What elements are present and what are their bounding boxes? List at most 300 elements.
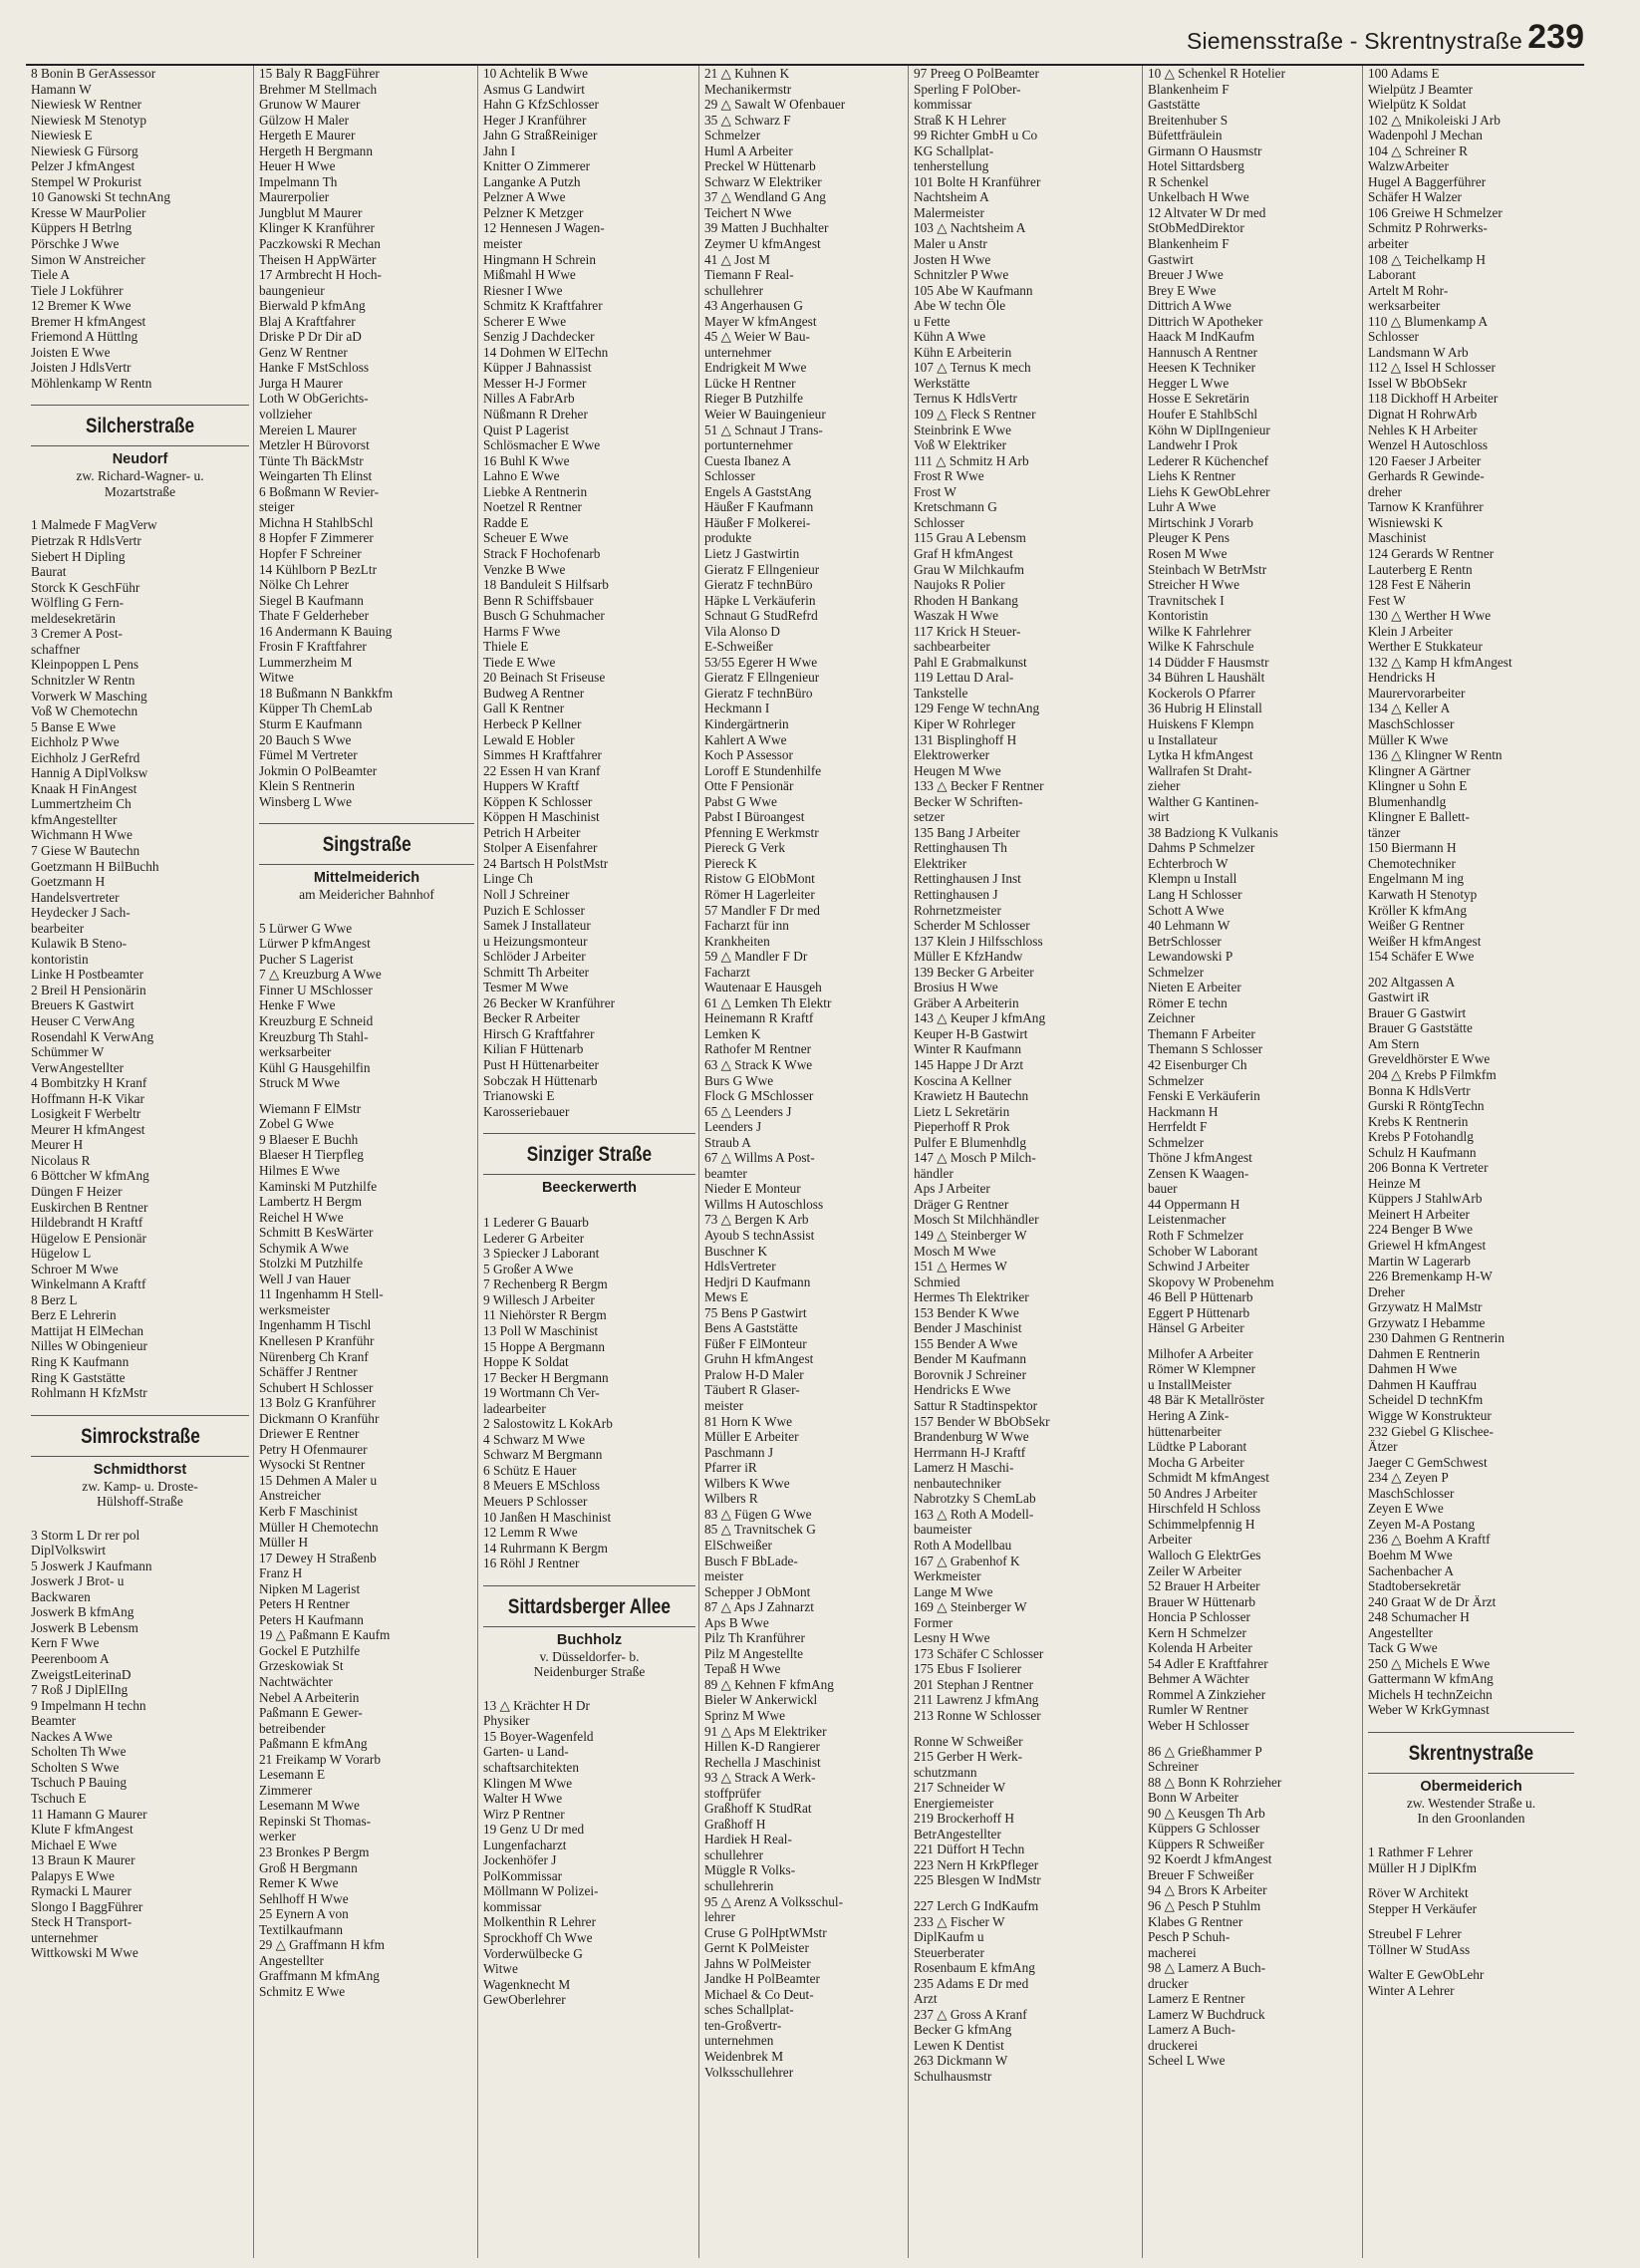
directory-entry: 175 Ebus F Isolierer: [914, 1661, 1022, 1677]
directory-entry: Köppen K Schlosser: [483, 793, 593, 809]
directory-entry: 13 Poll W Maschinist: [483, 1323, 599, 1339]
directory-entry: Landsmann W Arb: [1368, 344, 1469, 360]
directory-entry: Petrich H Arbeiter: [483, 824, 581, 840]
directory-entry: schullehrer: [704, 1846, 764, 1862]
directory-entry: Hügelow E Pensionär: [31, 1230, 146, 1246]
directory-entry: betreibender: [259, 1720, 326, 1736]
directory-entry: Lietz L Sekretärin: [914, 1103, 1010, 1119]
directory-entry: 5 Joswerk J Kaufmann: [31, 1558, 152, 1573]
directory-entry: 88 △ Bonn K Rohrzieher: [1148, 1774, 1282, 1790]
directory-entry: Weber H Schlosser: [1148, 1717, 1249, 1733]
directory-entry: Sturm E Kaufmann: [259, 715, 363, 731]
directory-entry: 150 Biermann H: [1368, 840, 1457, 856]
directory-entry: 8 Meuers E MSchloss: [483, 1478, 601, 1494]
directory-entry: Klingner E Ballett-: [1368, 809, 1470, 825]
directory-entry: Kretschmann G: [914, 499, 997, 515]
directory-entry: Huppers W Kraftf: [483, 778, 580, 794]
directory-entry: Büfettfräulein: [1148, 128, 1223, 143]
directory-entry: Wielpütz K Soldat: [1368, 97, 1467, 113]
directory-entry: Martin W Lagerarb: [1368, 1253, 1471, 1269]
directory-entry: Mereien L Maurer: [259, 422, 357, 437]
directory-entry: Arbeiter: [1148, 1532, 1193, 1548]
directory-entry: Hendricks H: [1368, 670, 1436, 686]
directory-entry: Koscina A Kellner: [914, 1072, 1012, 1088]
directory-entry: 8 Hopfer F Zimmerer: [259, 530, 374, 546]
directory-entry: Hackmann H: [1148, 1103, 1219, 1119]
directory-entry: Pilz Th Kranführer: [704, 1630, 805, 1646]
directory-entry: Krebs K Rentnerin: [1368, 1113, 1469, 1129]
directory-entry: Lamerz A Buch-: [1148, 2022, 1235, 2038]
directory-entry: Ristow G ElObMont: [704, 871, 815, 887]
directory-entry: 24 Bartsch H PolstMstr: [483, 855, 609, 871]
directory-entry: Frosin F Kraftfahrer: [259, 639, 367, 655]
directory-entry: 10 Janßen H Maschinist: [483, 1509, 612, 1525]
directory-entry: Wigge W Konstrukteur: [1368, 1408, 1492, 1424]
directory-entry: 1 Rathmer F Lehrer: [1368, 1843, 1474, 1859]
directory-entry: Heugen M Wwe: [914, 762, 1001, 778]
directory-entry: Jahn G StraßReiniger: [483, 128, 598, 143]
directory-entry: Knellesen P Kranführ: [259, 1332, 375, 1348]
directory-entry: 173 Schäfer C Schlosser: [914, 1645, 1044, 1661]
directory-entry: Tack G Wwe: [1368, 1640, 1438, 1656]
directory-entry: DiplKaufm u: [914, 1929, 984, 1945]
directory-entry: schaffner: [31, 641, 81, 657]
directory-entry: Girmann O Hausmstr: [1148, 142, 1262, 158]
page-number: 239: [1527, 18, 1584, 56]
directory-entry: Kern H Schmelzer: [1148, 1624, 1246, 1640]
directory-entry: Mayer W kfmAngest: [704, 313, 817, 329]
directory-entry: Impelmann Th: [259, 173, 338, 189]
directory-entry: Weißer G Rentner: [1368, 918, 1465, 934]
directory-entry: Eichholz P Wwe: [31, 734, 120, 750]
directory-entry: Finner U MSchlosser: [259, 982, 373, 997]
directory-entry: Lang H Schlosser: [1148, 886, 1242, 902]
directory-entry: 21 △ Kuhnen K: [704, 66, 790, 81]
directory-entry: 9 Willesch J Arbeiter: [483, 1291, 595, 1307]
directory-entry: [259, 1091, 474, 1101]
directory-entry: Unkelbach H Wwe: [1148, 189, 1249, 205]
directory-entry: Hegger L Wwe: [1148, 375, 1230, 391]
directory-entry: 67 △ Willms A Post-: [704, 1150, 815, 1166]
directory-entry: Gernt K PolMeister: [704, 1940, 809, 1956]
street-location-note: In den Groonlanden: [1417, 1811, 1525, 1827]
directory-entry: Pietrzak R HdlsVertr: [31, 533, 141, 549]
directory-entry: PolKommissar: [483, 1867, 563, 1883]
directory-entry: Schmelzer: [1148, 1072, 1205, 1088]
directory-entry: Zeyen M-A Postang: [1368, 1516, 1476, 1532]
directory-entry: Maler u Anstr: [914, 236, 987, 252]
directory-entry: Kerb F Maschinist: [259, 1503, 358, 1519]
street-location-note: zw. Westender Straße u.: [1406, 1795, 1536, 1811]
directory-entry: 17 Dewey H Straßenb: [259, 1550, 377, 1565]
directory-entry: 12 Lemm R Wwe: [483, 1525, 578, 1541]
directory-entry: 135 Bang J Arbeiter: [914, 824, 1020, 840]
directory-entry: Ingenhamm H Tischl: [259, 1317, 372, 1333]
directory-entry: Kiper W Rohrleger: [914, 715, 1016, 731]
directory-entry: Meinert H Arbeiter: [1368, 1206, 1470, 1222]
directory-entry: 95 △ Arenz A Volksschul-: [704, 1893, 844, 1909]
directory-entry: portunternehmer: [704, 437, 793, 453]
directory-entry: Hahn G KfzSchlosser: [483, 97, 599, 113]
directory-entry: 23 Bronkes P Bergm: [259, 1844, 370, 1860]
column-6: [1142, 66, 1363, 2258]
directory-entry: Gruhn H kfmAngest: [704, 1351, 814, 1367]
directory-entry: unternehmer: [31, 1929, 99, 1945]
directory-entry: Otte F Pensionär: [704, 778, 794, 794]
directory-entry: Breitenhuber S: [1148, 112, 1229, 128]
directory-entry: Steinbach W BetrMstr: [1148, 561, 1267, 577]
directory-entry: Rymacki L Maurer: [31, 1883, 132, 1899]
directory-entry: Krankheiten: [704, 933, 770, 949]
directory-entry: 17 Armbrecht H Hoch-: [259, 267, 382, 283]
street-heading: [483, 1585, 695, 1627]
directory-entry: [1148, 1336, 1359, 1346]
directory-entry: 87 △ Aps J Zahnarzt: [704, 1599, 814, 1615]
directory-entry: Grzeskowiak St: [259, 1658, 344, 1674]
directory-entry: 39 Matten J Buchhalter: [704, 220, 829, 236]
directory-entry: Lesny H Wwe: [914, 1630, 990, 1646]
directory-entry: schullehrer: [704, 282, 764, 298]
directory-entry: Möhlenkamp W Rentn: [31, 375, 152, 391]
directory-entry: Küppers H Betrlng: [31, 220, 133, 236]
directory-entry: Chemotechniker: [1368, 855, 1456, 871]
directory-entry: Aps B Wwe: [704, 1614, 769, 1630]
directory-entry: druckerei: [1148, 2037, 1199, 2053]
directory-entry: Häußer F Molkerei-: [704, 514, 811, 530]
directory-entry: 107 △ Ternus K mech: [914, 360, 1031, 376]
directory-entry: Walther G Kantinen-: [1148, 793, 1259, 809]
directory-entry: Hingmann H Schrein: [483, 251, 597, 267]
street-name: Sinziger Straße: [526, 1143, 653, 1167]
directory-entry: Hardiek H Real-: [704, 1832, 792, 1847]
directory-entry: 250 △ Michels E Wwe: [1368, 1655, 1491, 1671]
directory-entry: 37 △ Wendland G Ang: [704, 189, 826, 205]
directory-entry: Müller H J DiplKfm: [1368, 1859, 1477, 1875]
directory-entry: Klabes G Rentner: [1148, 1913, 1243, 1929]
directory-entry: Liehs K GewObLehrer: [1148, 483, 1270, 499]
directory-entry: Jurga H Maurer: [259, 375, 343, 391]
directory-entry: Müller E KfzHandw: [914, 949, 1023, 965]
district-name: Schmidthorst: [93, 1461, 187, 1478]
directory-entry: Dahmen H Kauffrau: [1368, 1376, 1478, 1392]
directory-entry: Niewiesk E: [31, 128, 93, 143]
directory-entry: Streubel F Lehrer: [1368, 1926, 1462, 1942]
directory-entry: Streicher H Wwe: [1148, 577, 1240, 593]
directory-entry: Vorwerk W Masching: [31, 688, 147, 704]
directory-entry: Grau W Milchkaufm: [914, 561, 1025, 577]
directory-entry: Engels A GaststAng: [704, 483, 812, 499]
directory-entry: Heydecker J Sach-: [31, 905, 131, 921]
directory-entry: Schubert H Schlosser: [259, 1379, 374, 1395]
directory-entry: 110 △ Blumenkamp A: [1368, 313, 1489, 329]
directory-entry: Hergeth H Bergmann: [259, 142, 373, 158]
street-heading: [1368, 1732, 1574, 1774]
directory-entry: Wilbers R: [704, 1491, 758, 1507]
directory-entry: 103 △ Nachtsheim A: [914, 220, 1026, 236]
directory-entry: Pulfer E Blumenhdlg: [914, 1134, 1027, 1150]
directory-entry: Jaeger C GemSchwest: [1368, 1454, 1488, 1470]
directory-entry: Scheuer E Wwe: [483, 530, 569, 546]
directory-entry: Kontoristin: [1148, 608, 1209, 624]
directory-entry: Knitter O Zimmerer: [483, 158, 591, 174]
directory-entry: Pucher S Lagerist: [259, 951, 354, 967]
directory-entry: Brehmer M Stellmach: [259, 81, 378, 97]
directory-entry: Lummerzheim M: [259, 654, 353, 670]
directory-entry: Lewald E Hobler: [483, 731, 575, 747]
directory-entry: Eichholz J GerRefrd: [31, 749, 140, 765]
directory-entry: Rhoden H Bankang: [914, 592, 1018, 608]
directory-entry: Vila Alonso D: [704, 623, 781, 639]
directory-entry: 44 Oppermann H: [1148, 1196, 1240, 1212]
directory-entry: Repinski St Thomas-: [259, 1813, 372, 1829]
directory-entry: Engelmann M ing: [1368, 871, 1465, 887]
directory-entry: Remer K Wwe: [259, 1875, 339, 1891]
directory-entry: Wenzel H Autoschloss: [1368, 437, 1489, 453]
directory-entry: Krebs P Fotohandlg: [1368, 1129, 1474, 1145]
directory-entry: Echterbroch W: [1148, 855, 1229, 871]
directory-entry: 54 Adler E Kraftfahrer: [1148, 1655, 1268, 1671]
directory-entry: 89 △ Kehnen F kfmAng: [704, 1676, 834, 1692]
directory-entry: Pabst I Büroangest: [704, 809, 805, 825]
directory-entry: Reichel H Wwe: [259, 1209, 344, 1225]
directory-entry: Kühn E Arbeiterin: [914, 344, 1012, 360]
directory-entry: ElSchweißer: [704, 1537, 772, 1553]
directory-entry: Landwehr I Prok: [1148, 437, 1238, 453]
directory-entry: Röver W Architekt: [1368, 1885, 1469, 1901]
directory-entry: 106 Greiwe H Schmelzer: [1368, 204, 1503, 220]
directory-entry: Schroer M Wwe: [31, 1261, 119, 1276]
directory-entry: Zeymer U kfmAngest: [704, 236, 821, 252]
directory-entry: Schmelzer: [704, 128, 761, 143]
directory-entry: 16 Buhl K Wwe: [483, 452, 570, 468]
directory-entry: wirt: [1148, 809, 1170, 825]
directory-entry: 235 Adams E Dr med: [914, 1975, 1029, 1991]
directory-entry: 75 Bens P Gastwirt: [704, 1304, 807, 1320]
directory-entry: 16 Andermann K Bauing: [259, 623, 393, 639]
street-name: Skrentnystraße: [1408, 1741, 1534, 1765]
directory-entry: Wagenknecht M: [483, 1976, 571, 1992]
directory-entry: baumeister: [914, 1522, 972, 1538]
street-location-note: zw. Kamp- u. Droste-: [82, 1478, 198, 1494]
directory-entry: 5 Lürwer G Wwe: [259, 920, 353, 936]
directory-entry: u Heizungsmonteur: [483, 933, 588, 949]
directory-entry: Schnitzler W Rentn: [31, 672, 136, 688]
directory-entry: Breuer J Wwe: [1148, 267, 1224, 283]
directory-entry: Sprinz M Wwe: [704, 1707, 786, 1723]
directory-entry: Wittkowski M Wwe: [31, 1945, 138, 1961]
district-name: Beeckerwerth: [541, 1180, 638, 1197]
directory-entry: Scheidel D technKfm: [1368, 1392, 1484, 1408]
directory-entry: Gieratz F technBüro: [704, 685, 813, 701]
directory-entry: Samek J Installateur: [483, 918, 591, 934]
directory-entry: meister: [704, 1398, 744, 1414]
directory-entry: StObMedDirektor: [1148, 220, 1244, 236]
directory-entry: Milhofer A Arbeiter: [1148, 1345, 1253, 1361]
directory-entry: unternehmer: [704, 344, 772, 360]
directory-entry: Winkelmann A Kraftf: [31, 1276, 146, 1292]
directory-entry: 59 △ Mandler F Dr: [704, 949, 808, 965]
directory-entry: 13 Bolz G Kranführer: [259, 1395, 377, 1411]
directory-entry: Pleuger K Pens: [1148, 530, 1230, 546]
directory-entry: BetrSchlosser: [1148, 933, 1222, 949]
directory-entry: steiger: [259, 499, 295, 515]
directory-entry: Jungblut M Maurer: [259, 204, 363, 220]
directory-entry: Jandke H PolBeamter: [704, 1971, 820, 1987]
directory-entry: Kresse W MaurPolier: [31, 204, 146, 220]
directory-entry: Linke H Postbeamter: [31, 967, 143, 983]
directory-entry: Thate F Gelderheber: [259, 608, 370, 624]
directory-entry: 240 Graat W de Dr Ärzt: [1368, 1593, 1497, 1609]
directory-entry: Zeichner: [1148, 1010, 1196, 1026]
directory-entry: 111 △ Schmitz H Arb: [914, 452, 1029, 468]
directory-entry: Möllmann W Polizei-: [483, 1883, 599, 1899]
directory-entry: Dignat H RohrwArb: [1368, 407, 1478, 423]
directory-entry: Klempn u Install: [1148, 871, 1237, 887]
directory-entry: Storck K GeschFühr: [31, 579, 140, 595]
directory-entry: Huiskens F Klempn: [1148, 715, 1254, 731]
spacer: [31, 499, 249, 517]
directory-entry: 226 Bremenkamp H-W: [1368, 1269, 1493, 1284]
directory-entry: 12 Bremer K Wwe: [31, 298, 132, 314]
directory-entry: 213 Ronne W Schlosser: [914, 1707, 1041, 1723]
directory-entry: Pabst G Wwe: [704, 793, 777, 809]
directory-entry: 96 △ Pesch P Stuhlm: [1148, 1897, 1261, 1913]
directory-entry: Hoppe K Soldat: [483, 1354, 569, 1370]
directory-entry: Steuerberater: [914, 1944, 984, 1960]
directory-entry: Tepaß H Wwe: [704, 1661, 781, 1677]
directory-entry: 42 Eisenburger Ch: [1148, 1057, 1247, 1072]
directory-entry: händler: [914, 1165, 954, 1181]
directory-entry: Lummertzheim Ch: [31, 796, 132, 812]
directory-entry: Pfenning E Werkmstr: [704, 824, 819, 840]
directory-entry: [914, 1724, 1139, 1734]
directory-entry: Jockenhöfer J: [483, 1852, 557, 1868]
directory-entry: Blankenheim F: [1148, 81, 1230, 97]
directory-entry: Kern F Wwe: [31, 1635, 100, 1651]
directory-entry: Linge Ch: [483, 871, 533, 887]
directory-entry: Backwaren: [31, 1588, 91, 1604]
directory-entry: Häpke L Verkäuferin: [704, 592, 816, 608]
directory-entry: 155 Bender A Wwe: [914, 1335, 1018, 1351]
directory-entry: Meurer H: [31, 1137, 84, 1153]
directory-entry: 202 Altgassen A: [1368, 974, 1456, 990]
street-location-note: Neidenburger Straße: [533, 1664, 646, 1680]
directory-entry: Honcia P Schlosser: [1148, 1609, 1250, 1625]
directory-entry: 169 △ Steinberger W: [914, 1599, 1027, 1615]
directory-entry: Tankstelle: [914, 685, 968, 701]
directory-entry: meister: [704, 1568, 744, 1584]
directory-entry: u Fette: [914, 313, 951, 329]
street-heading: [31, 1415, 249, 1457]
directory-entry: Rettinghausen J Inst: [914, 871, 1021, 887]
directory-entry: Dahmen E Rentnerin: [1368, 1345, 1481, 1361]
directory-entry: Endrigkeit M Wwe: [704, 360, 807, 376]
street-name: Sittardsberger Allee: [507, 1594, 671, 1618]
directory-entry: Wysocki St Rentner: [259, 1457, 366, 1473]
directory-entry: produkte: [704, 530, 752, 546]
header-title: Siemensstraße - Skrentnystraße: [1186, 28, 1522, 54]
directory-entry: Becker R Arbeiter: [483, 1010, 580, 1026]
directory-entry: arbeiter: [1368, 236, 1409, 252]
directory-entry: 232 Giebel G Klischee-: [1368, 1423, 1494, 1439]
directory-entry: Metzler H Bürovorst: [259, 437, 370, 453]
directory-entry: Rettinghausen Th: [914, 840, 1007, 856]
directory-entry: Hopfer F Schreiner: [259, 545, 362, 561]
directory-entry: Mißmahl H Wwe: [483, 267, 576, 283]
directory-entry: 8 Berz L: [31, 1291, 78, 1307]
directory-entry: Scheel L Wwe: [1148, 2053, 1226, 2069]
directory-entry: Gieratz F Ellngenieur: [704, 561, 820, 577]
directory-entry: Heger J Kranführer: [483, 112, 587, 128]
directory-entry: Lederer R Küchenchef: [1148, 452, 1269, 468]
directory-entry: Lüdtke P Laborant: [1148, 1439, 1247, 1455]
directory-entry: Walter E GewObLehr: [1368, 1967, 1485, 1983]
spacer: [259, 903, 474, 921]
directory-entry: Schmitz K Kraftfahrer: [483, 298, 603, 314]
directory-entry: Herrmann H-J Kraftf: [914, 1444, 1026, 1460]
directory-entry: Täubert R Glaser-: [704, 1382, 800, 1398]
directory-entry: 40 Lehmann W: [1148, 918, 1230, 934]
directory-entry: Jahn I: [483, 142, 516, 158]
directory-entry: Bonn W Arbeiter: [1148, 1790, 1239, 1806]
street-heading: [31, 405, 249, 446]
directory-entry: 236 △ Boehm A Kraftf: [1368, 1532, 1491, 1548]
directory-entry: 86 △ Grießhammer P: [1148, 1743, 1262, 1759]
directory-entry: 224 Benger B Wwe: [1368, 1222, 1473, 1238]
directory-entry: zieher: [1148, 778, 1181, 794]
directory-entry: Gastwirt: [1148, 251, 1194, 267]
directory-entry: Düngen F Heizer: [31, 1184, 123, 1199]
directory-entry: vollzieher: [259, 407, 313, 423]
directory-entry: Köhn W DiplIngenieur: [1148, 422, 1270, 437]
directory-entry: Peters H Kaufmann: [259, 1611, 364, 1627]
directory-entry: Preckel W Hüttenarb: [704, 158, 816, 174]
directory-entry: [1368, 1916, 1574, 1926]
directory-entry: Well J van Hauer: [259, 1271, 351, 1286]
directory-entry: Former: [914, 1614, 954, 1630]
directory-entry: Budweg A Rentner: [483, 685, 585, 701]
directory-entry: Vorderwülbecke G: [483, 1945, 583, 1961]
directory-entry: Becker G kfmAng: [914, 2022, 1012, 2038]
directory-entry: Grzywatz H MalMstr: [1368, 1299, 1483, 1315]
directory-entry: Elektrowerker: [914, 747, 990, 763]
directory-entry: Graf H kfmAngest: [914, 545, 1013, 561]
directory-entry: kontoristin: [31, 951, 89, 967]
directory-entry: Winter A Lehrer: [1368, 1982, 1455, 1998]
directory-entry: Gieratz F Ellngenieur: [704, 670, 820, 686]
directory-entry: Köppen H Maschinist: [483, 809, 600, 825]
street-location-note: am Meidericher Bahnhof: [299, 887, 434, 903]
directory-entry: Schmitz E Wwe: [259, 1983, 346, 1999]
directory-entry: 51 △ Schnaut J Trans-: [704, 422, 823, 437]
directory-entry: Tschuch E: [31, 1790, 87, 1806]
directory-entry: Josten H Wwe: [914, 251, 991, 267]
directory-entry: Schnaut G StudRefrd: [704, 608, 818, 624]
directory-entry: 6 Schütz E Hauer: [483, 1462, 577, 1478]
street-location-note: Hülshoff-Straße: [97, 1494, 183, 1510]
directory-entry: 130 △ Werther H Wwe: [1368, 608, 1492, 624]
directory-entry: Ring K Gaststätte: [31, 1369, 126, 1385]
directory-entry: kommissar: [914, 97, 972, 113]
directory-entry: Berz E Lehrerin: [31, 1307, 117, 1323]
directory-entry: 145 Happe J Dr Arzt: [914, 1057, 1024, 1072]
directory-entry: Schlosser: [914, 514, 964, 530]
directory-entry: Frost R Wwe: [914, 468, 984, 484]
directory-entry: 13 △ Krächter H Dr: [483, 1697, 590, 1713]
directory-entry: Cruse G PolHptWMstr: [704, 1924, 827, 1940]
directory-entry: Blankenheim F: [1148, 236, 1230, 252]
directory-entry: Lambertz H Bergm: [259, 1194, 363, 1210]
